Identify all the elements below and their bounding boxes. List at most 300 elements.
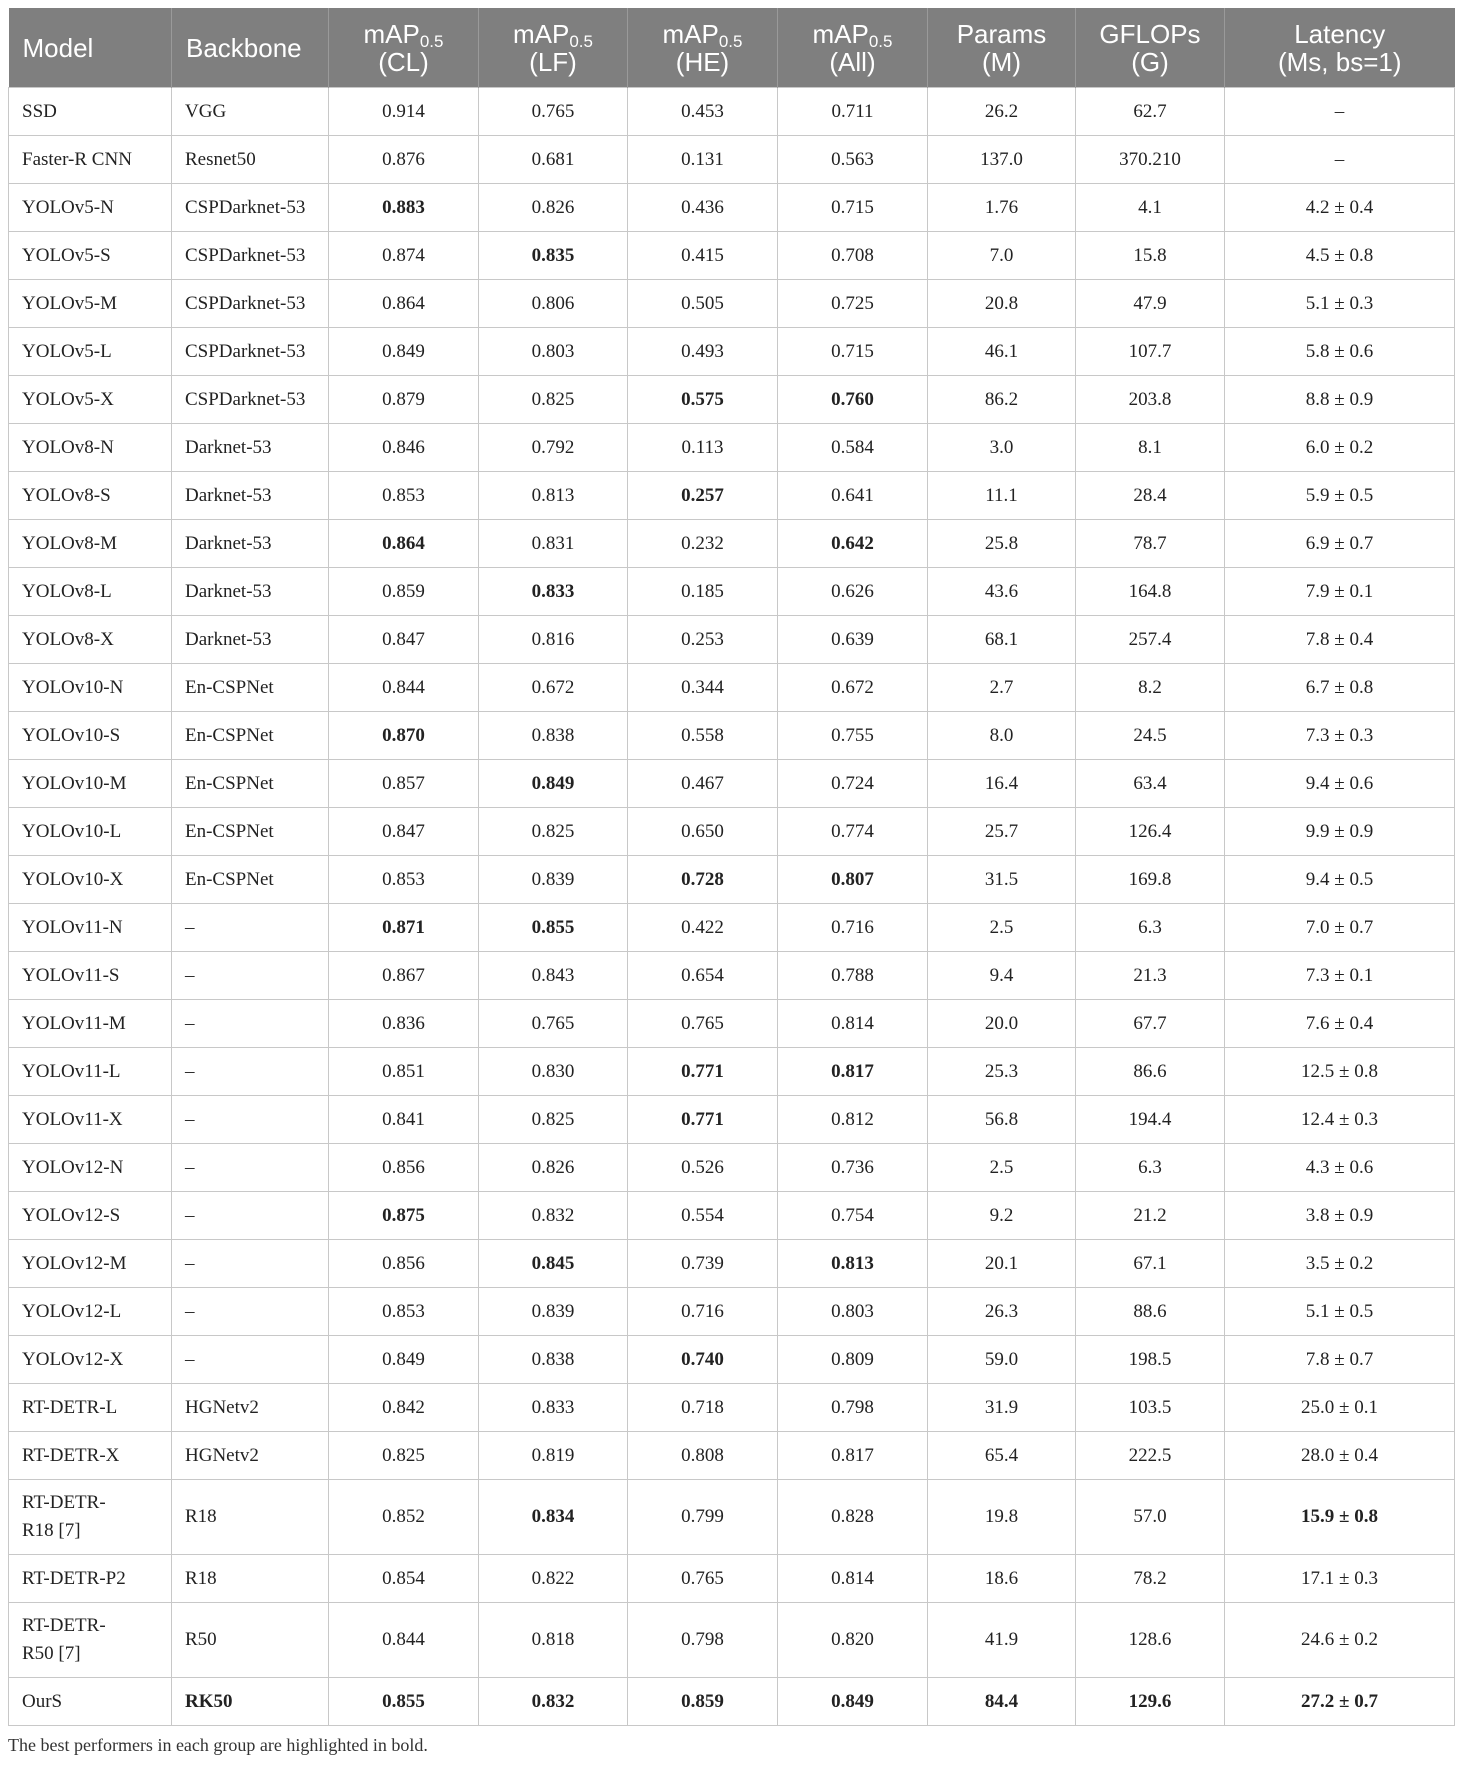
- cell-backbone: –: [172, 1336, 329, 1384]
- cell-backbone: –: [172, 1144, 329, 1192]
- cell-he: 0.739: [628, 1240, 778, 1288]
- cell-lf: 0.825: [479, 808, 628, 856]
- cell-gflops: 8.2: [1076, 664, 1225, 712]
- table-row: [9, 88, 1455, 136]
- cell-all: 0.817: [778, 1048, 928, 1096]
- cell-backbone: R18: [172, 1480, 329, 1555]
- cell-backbone: Darknet-53: [172, 616, 329, 664]
- cell-all: 0.725: [778, 280, 928, 328]
- cell-params: 65.4: [928, 1432, 1076, 1480]
- cell-backbone: CSPDarknet-53: [172, 184, 329, 232]
- cell-lf: 0.826: [479, 1144, 628, 1192]
- table-row: [9, 1096, 1455, 1144]
- cell-backbone: Resnet50: [172, 136, 329, 184]
- table-row: [9, 1432, 1455, 1480]
- cell-cl: 0.864: [329, 280, 479, 328]
- cell-model: YOLOv8-L: [9, 568, 172, 616]
- cell-lf: 0.831: [479, 520, 628, 568]
- cell-model: YOLOv10-L: [9, 808, 172, 856]
- cell-gflops: 126.4: [1076, 808, 1225, 856]
- cell-latency: 6.9 ± 0.7: [1225, 520, 1455, 568]
- cell-params: 25.3: [928, 1048, 1076, 1096]
- cell-backbone: –: [172, 1096, 329, 1144]
- cell-latency: 7.6 ± 0.4: [1225, 1000, 1455, 1048]
- cell-cl: 0.851: [329, 1048, 479, 1096]
- cell-he: 0.575: [628, 376, 778, 424]
- cell-gflops: 21.2: [1076, 1192, 1225, 1240]
- cell-gflops: 129.6: [1076, 1678, 1225, 1726]
- cell-params: 9.2: [928, 1192, 1076, 1240]
- cell-lf: 0.843: [479, 952, 628, 1000]
- cell-model: YOLOv11-M: [9, 1000, 172, 1048]
- cell-latency: 3.8 ± 0.9: [1225, 1192, 1455, 1240]
- table-header: [9, 8, 1455, 88]
- cell-backbone: CSPDarknet-53: [172, 280, 329, 328]
- cell-all: 0.814: [778, 1555, 928, 1603]
- cell-params: 26.3: [928, 1288, 1076, 1336]
- header-row: [9, 8, 1455, 88]
- cell-gflops: 8.1: [1076, 424, 1225, 472]
- cell-lf: 0.818: [479, 1603, 628, 1678]
- table-row: [9, 760, 1455, 808]
- cell-params: 41.9: [928, 1603, 1076, 1678]
- cell-lf: 0.835: [479, 232, 628, 280]
- cell-latency: 3.5 ± 0.2: [1225, 1240, 1455, 1288]
- cell-cl: 0.847: [329, 808, 479, 856]
- cell-all: 0.849: [778, 1678, 928, 1726]
- cell-all: 0.563: [778, 136, 928, 184]
- cell-backbone: En-CSPNet: [172, 664, 329, 712]
- cell-params: 7.0: [928, 232, 1076, 280]
- cell-gflops: 107.7: [1076, 328, 1225, 376]
- cell-params: 16.4: [928, 760, 1076, 808]
- cell-latency: –: [1225, 88, 1455, 136]
- cell-he: 0.131: [628, 136, 778, 184]
- column-header: [1225, 8, 1455, 88]
- table-row: [9, 424, 1455, 472]
- cell-model: RT-DETR-P2: [9, 1555, 172, 1603]
- cell-latency: 7.3 ± 0.3: [1225, 712, 1455, 760]
- cell-all: 0.626: [778, 568, 928, 616]
- cell-backbone: –: [172, 1240, 329, 1288]
- column-header: [778, 8, 928, 88]
- cell-backbone: R50: [172, 1603, 329, 1678]
- cell-backbone: CSPDarknet-53: [172, 232, 329, 280]
- column-header-label: mAP: [812, 18, 869, 49]
- column-header-unit: (Ms, bs=1): [1277, 46, 1402, 77]
- column-header-subscript: 0.5: [419, 31, 444, 51]
- column-header-unit: (M): [982, 46, 1021, 77]
- cell-latency: 15.9 ± 0.8: [1225, 1480, 1455, 1555]
- cell-cl: 0.842: [329, 1384, 479, 1432]
- cell-params: 46.1: [928, 328, 1076, 376]
- cell-he: 0.718: [628, 1384, 778, 1432]
- cell-latency: 8.8 ± 0.9: [1225, 376, 1455, 424]
- cell-lf: 0.838: [479, 1336, 628, 1384]
- table-row: [9, 1555, 1455, 1603]
- cell-latency: 4.2 ± 0.4: [1225, 184, 1455, 232]
- column-header-subscript: 0.5: [718, 31, 743, 51]
- cell-backbone: –: [172, 1048, 329, 1096]
- cell-lf: 0.832: [479, 1192, 628, 1240]
- cell-he: 0.799: [628, 1480, 778, 1555]
- cell-gflops: 203.8: [1076, 376, 1225, 424]
- cell-latency: 24.6 ± 0.2: [1225, 1603, 1455, 1678]
- cell-he: 0.650: [628, 808, 778, 856]
- cell-all: 0.672: [778, 664, 928, 712]
- cell-model: YOLOv11-X: [9, 1096, 172, 1144]
- cell-params: 11.1: [928, 472, 1076, 520]
- table-row: [9, 280, 1455, 328]
- cell-all: 0.774: [778, 808, 928, 856]
- cell-model: YOLOv8-X: [9, 616, 172, 664]
- cell-params: 68.1: [928, 616, 1076, 664]
- cell-backbone: CSPDarknet-53: [172, 376, 329, 424]
- column-header-label: Params: [956, 18, 1047, 49]
- column-header: [329, 8, 479, 88]
- column-header-label: mAP: [363, 18, 420, 49]
- cell-all: 0.715: [778, 184, 928, 232]
- cell-gflops: 47.9: [1076, 280, 1225, 328]
- cell-all: 0.716: [778, 904, 928, 952]
- cell-lf: 0.803: [479, 328, 628, 376]
- column-header-unit: (G): [1131, 46, 1169, 77]
- cell-params: 3.0: [928, 424, 1076, 472]
- cell-params: 1.76: [928, 184, 1076, 232]
- cell-params: 20.0: [928, 1000, 1076, 1048]
- cell-gflops: 57.0: [1076, 1480, 1225, 1555]
- cell-cl: 0.879: [329, 376, 479, 424]
- cell-he: 0.859: [628, 1678, 778, 1726]
- cell-gflops: 6.3: [1076, 1144, 1225, 1192]
- cell-gflops: 24.5: [1076, 712, 1225, 760]
- table-row: [9, 1000, 1455, 1048]
- cell-model: YOLOv12-X: [9, 1336, 172, 1384]
- cell-gflops: 28.4: [1076, 472, 1225, 520]
- column-header-subscript: 0.5: [569, 31, 593, 51]
- cell-model: RT-DETR- R18 [7]: [9, 1480, 172, 1555]
- cell-latency: 5.8 ± 0.6: [1225, 328, 1455, 376]
- cell-latency: 7.0 ± 0.7: [1225, 904, 1455, 952]
- cell-he: 0.808: [628, 1432, 778, 1480]
- cell-all: 0.760: [778, 376, 928, 424]
- cell-all: 0.807: [778, 856, 928, 904]
- cell-backbone: Darknet-53: [172, 424, 329, 472]
- cell-he: 0.257: [628, 472, 778, 520]
- column-header: [172, 8, 329, 88]
- cell-he: 0.253: [628, 616, 778, 664]
- cell-backbone: En-CSPNet: [172, 712, 329, 760]
- table-row: [9, 616, 1455, 664]
- cell-he: 0.422: [628, 904, 778, 952]
- cell-model: YOLOv8-M: [9, 520, 172, 568]
- cell-params: 9.4: [928, 952, 1076, 1000]
- cell-latency: 6.0 ± 0.2: [1225, 424, 1455, 472]
- cell-gflops: 4.1: [1076, 184, 1225, 232]
- cell-cl: 0.846: [329, 424, 479, 472]
- cell-all: 0.584: [778, 424, 928, 472]
- cell-model: YOLOv12-S: [9, 1192, 172, 1240]
- cell-all: 0.736: [778, 1144, 928, 1192]
- cell-he: 0.771: [628, 1048, 778, 1096]
- cell-model: YOLOv10-M: [9, 760, 172, 808]
- cell-he: 0.113: [628, 424, 778, 472]
- cell-he: 0.798: [628, 1603, 778, 1678]
- cell-latency: 28.0 ± 0.4: [1225, 1432, 1455, 1480]
- cell-backbone: VGG: [172, 88, 329, 136]
- cell-latency: 5.1 ± 0.5: [1225, 1288, 1455, 1336]
- cell-cl: 0.875: [329, 1192, 479, 1240]
- cell-backbone: –: [172, 904, 329, 952]
- cell-lf: 0.825: [479, 1096, 628, 1144]
- cell-backbone: R18: [172, 1555, 329, 1603]
- table-row: [9, 472, 1455, 520]
- cell-gflops: 67.1: [1076, 1240, 1225, 1288]
- cell-model: YOLOv8-N: [9, 424, 172, 472]
- cell-backbone: –: [172, 1000, 329, 1048]
- cell-all: 0.828: [778, 1480, 928, 1555]
- column-header-label: Model: [22, 32, 94, 63]
- cell-backbone: En-CSPNet: [172, 856, 329, 904]
- table-row: [9, 328, 1455, 376]
- cell-params: 8.0: [928, 712, 1076, 760]
- table-row: [9, 376, 1455, 424]
- cell-latency: 7.9 ± 0.1: [1225, 568, 1455, 616]
- cell-backbone: Darknet-53: [172, 472, 329, 520]
- cell-model: YOLOv10-S: [9, 712, 172, 760]
- cell-cl: 0.853: [329, 472, 479, 520]
- cell-backbone: Darknet-53: [172, 520, 329, 568]
- cell-params: 31.9: [928, 1384, 1076, 1432]
- column-header: [1076, 8, 1225, 88]
- cell-all: 0.754: [778, 1192, 928, 1240]
- cell-lf: 0.813: [479, 472, 628, 520]
- cell-model: YOLOv8-S: [9, 472, 172, 520]
- cell-latency: 4.3 ± 0.6: [1225, 1144, 1455, 1192]
- cell-gflops: 370.210: [1076, 136, 1225, 184]
- table-row: [9, 136, 1455, 184]
- cell-params: 86.2: [928, 376, 1076, 424]
- cell-latency: 12.5 ± 0.8: [1225, 1048, 1455, 1096]
- cell-params: 18.6: [928, 1555, 1076, 1603]
- column-header-label: mAP: [513, 18, 570, 49]
- table-body: [9, 88, 1455, 1726]
- cell-backbone: HGNetv2: [172, 1432, 329, 1480]
- cell-all: 0.788: [778, 952, 928, 1000]
- cell-model: YOLOv10-N: [9, 664, 172, 712]
- table-row: [9, 1192, 1455, 1240]
- cell-params: 20.8: [928, 280, 1076, 328]
- cell-gflops: 86.6: [1076, 1048, 1225, 1096]
- cell-gflops: 164.8: [1076, 568, 1225, 616]
- cell-backbone: En-CSPNet: [172, 760, 329, 808]
- cell-model: YOLOv5-M: [9, 280, 172, 328]
- cell-latency: 7.8 ± 0.7: [1225, 1336, 1455, 1384]
- cell-params: 43.6: [928, 568, 1076, 616]
- cell-gflops: 67.7: [1076, 1000, 1225, 1048]
- cell-lf: 0.838: [479, 712, 628, 760]
- cell-gflops: 62.7: [1076, 88, 1225, 136]
- table-row: [9, 184, 1455, 232]
- cell-gflops: 15.8: [1076, 232, 1225, 280]
- column-header: [479, 8, 628, 88]
- cell-all: 0.803: [778, 1288, 928, 1336]
- cell-lf: 0.834: [479, 1480, 628, 1555]
- column-header-unit: (All): [829, 46, 876, 77]
- cell-model: YOLOv11-L: [9, 1048, 172, 1096]
- cell-gflops: 63.4: [1076, 760, 1225, 808]
- cell-gflops: 6.3: [1076, 904, 1225, 952]
- cell-all: 0.724: [778, 760, 928, 808]
- cell-he: 0.771: [628, 1096, 778, 1144]
- cell-he: 0.344: [628, 664, 778, 712]
- table-row: [9, 1240, 1455, 1288]
- column-header-unit: (LF): [529, 46, 577, 77]
- cell-lf: 0.855: [479, 904, 628, 952]
- cell-he: 0.765: [628, 1000, 778, 1048]
- cell-latency: 5.9 ± 0.5: [1225, 472, 1455, 520]
- cell-model: YOLOv5-X: [9, 376, 172, 424]
- cell-all: 0.642: [778, 520, 928, 568]
- table-row: [9, 1480, 1455, 1555]
- table-row: [9, 904, 1455, 952]
- cell-all: 0.639: [778, 616, 928, 664]
- cell-params: 84.4: [928, 1678, 1076, 1726]
- table-row: [9, 1678, 1455, 1726]
- cell-he: 0.505: [628, 280, 778, 328]
- cell-cl: 0.844: [329, 1603, 479, 1678]
- table-row: [9, 568, 1455, 616]
- cell-params: 26.2: [928, 88, 1076, 136]
- cell-cl: 0.853: [329, 1288, 479, 1336]
- table-row: [9, 952, 1455, 1000]
- cell-gflops: 169.8: [1076, 856, 1225, 904]
- cell-params: 2.5: [928, 1144, 1076, 1192]
- column-header: [628, 8, 778, 88]
- cell-latency: 25.0 ± 0.1: [1225, 1384, 1455, 1432]
- cell-model: OurS: [9, 1678, 172, 1726]
- cell-model: RT-DETR- R50 [7]: [9, 1603, 172, 1678]
- cell-params: 25.7: [928, 808, 1076, 856]
- cell-model: YOLOv11-S: [9, 952, 172, 1000]
- cell-model: SSD: [9, 88, 172, 136]
- cell-all: 0.809: [778, 1336, 928, 1384]
- cell-latency: 7.3 ± 0.1: [1225, 952, 1455, 1000]
- column-header-label: Latency: [1294, 18, 1386, 49]
- column-header-unit: (CL): [378, 46, 429, 77]
- cell-all: 0.813: [778, 1240, 928, 1288]
- cell-cl: 0.856: [329, 1144, 479, 1192]
- cell-cl: 0.864: [329, 520, 479, 568]
- cell-model: YOLOv12-M: [9, 1240, 172, 1288]
- cell-gflops: 78.2: [1076, 1555, 1225, 1603]
- cell-cl: 0.883: [329, 184, 479, 232]
- cell-lf: 0.833: [479, 568, 628, 616]
- table-row: [9, 1288, 1455, 1336]
- cell-gflops: 257.4: [1076, 616, 1225, 664]
- cell-model: RT-DETR-L: [9, 1384, 172, 1432]
- cell-he: 0.436: [628, 184, 778, 232]
- cell-all: 0.715: [778, 328, 928, 376]
- cell-lf: 0.819: [479, 1432, 628, 1480]
- cell-all: 0.708: [778, 232, 928, 280]
- table-row: [9, 1048, 1455, 1096]
- cell-model: Faster-R CNN: [9, 136, 172, 184]
- cell-cl: 0.874: [329, 232, 479, 280]
- cell-cl: 0.856: [329, 1240, 479, 1288]
- cell-cl: 0.853: [329, 856, 479, 904]
- cell-all: 0.641: [778, 472, 928, 520]
- cell-lf: 0.825: [479, 376, 628, 424]
- cell-he: 0.453: [628, 88, 778, 136]
- cell-cl: 0.841: [329, 1096, 479, 1144]
- cell-he: 0.716: [628, 1288, 778, 1336]
- cell-cl: 0.836: [329, 1000, 479, 1048]
- cell-latency: 12.4 ± 0.3: [1225, 1096, 1455, 1144]
- cell-lf: 0.672: [479, 664, 628, 712]
- cell-gflops: 222.5: [1076, 1432, 1225, 1480]
- cell-all: 0.820: [778, 1603, 928, 1678]
- cell-lf: 0.833: [479, 1384, 628, 1432]
- table-footnote: The best performers in each group are highlighted in bold.: [8, 1735, 428, 1755]
- cell-he: 0.654: [628, 952, 778, 1000]
- cell-all: 0.711: [778, 88, 928, 136]
- cell-gflops: 103.5: [1076, 1384, 1225, 1432]
- cell-params: 20.1: [928, 1240, 1076, 1288]
- cell-model: YOLOv5-L: [9, 328, 172, 376]
- cell-lf: 0.826: [479, 184, 628, 232]
- table-row: [9, 520, 1455, 568]
- cell-cl: 0.854: [329, 1555, 479, 1603]
- cell-cl: 0.847: [329, 616, 479, 664]
- column-header: [928, 8, 1076, 88]
- cell-gflops: 78.7: [1076, 520, 1225, 568]
- cell-he: 0.185: [628, 568, 778, 616]
- cell-lf: 0.816: [479, 616, 628, 664]
- cell-model: RT-DETR-X: [9, 1432, 172, 1480]
- cell-lf: 0.822: [479, 1555, 628, 1603]
- cell-gflops: 198.5: [1076, 1336, 1225, 1384]
- cell-latency: 9.4 ± 0.5: [1225, 856, 1455, 904]
- cell-latency: 27.2 ± 0.7: [1225, 1678, 1455, 1726]
- cell-backbone: –: [172, 1288, 329, 1336]
- cell-he: 0.232: [628, 520, 778, 568]
- column-header-label: mAP: [662, 18, 719, 49]
- cell-model: YOLOv12-L: [9, 1288, 172, 1336]
- cell-backbone: HGNetv2: [172, 1384, 329, 1432]
- column-header-subscript: 0.5: [868, 31, 893, 51]
- cell-all: 0.798: [778, 1384, 928, 1432]
- cell-latency: 9.4 ± 0.6: [1225, 760, 1455, 808]
- cell-cl: 0.825: [329, 1432, 479, 1480]
- cell-latency: 9.9 ± 0.9: [1225, 808, 1455, 856]
- cell-lf: 0.839: [479, 1288, 628, 1336]
- table-row: [9, 808, 1455, 856]
- cell-he: 0.728: [628, 856, 778, 904]
- cell-backbone: Darknet-53: [172, 568, 329, 616]
- cell-lf: 0.849: [479, 760, 628, 808]
- cell-lf: 0.681: [479, 136, 628, 184]
- table-container: [8, 8, 1454, 1756]
- table-row: [9, 1603, 1455, 1678]
- cell-latency: 7.8 ± 0.4: [1225, 616, 1455, 664]
- cell-cl: 0.855: [329, 1678, 479, 1726]
- results-table: [8, 8, 1455, 1726]
- column-header-label: Backbone: [186, 32, 302, 63]
- cell-latency: 17.1 ± 0.3: [1225, 1555, 1455, 1603]
- cell-he: 0.415: [628, 232, 778, 280]
- cell-params: 2.7: [928, 664, 1076, 712]
